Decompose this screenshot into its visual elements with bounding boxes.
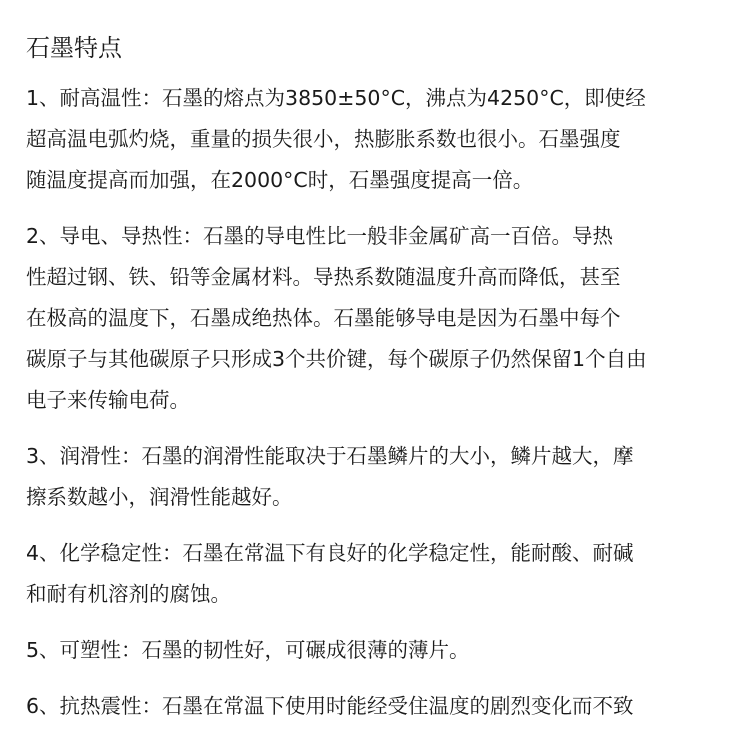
text-line: 和耐有机溶剂的腐蚀。 [26,582,231,606]
text-line: 随温度提高而加强，在2000°C时，石墨强度提高一倍。 [26,168,534,192]
text-line: 碳原子与其他碳原子只形成3个共价键，每个碳原子仍然保留1个自由 [26,347,647,371]
paragraph-plasticity [26,630,736,671]
paragraph-thermal-shock [26,686,736,727]
paragraph-lubricity [26,436,736,518]
text-line: 1、耐高温性：石墨的熔点为3850±50°C，沸点为4250°C，即使经 [26,86,646,110]
document-title: 石墨特点 [26,34,122,62]
text-line: 性超过钢、铁、铅等金属材料。导热系数随温度升高而降低，甚至 [26,265,621,289]
text-line: 5、可塑性：石墨的韧性好，可碾成很薄的薄片。 [26,638,470,662]
paragraph-heat-resistance [26,78,736,201]
text-line: 3、润滑性：石墨的润滑性能取决于石墨鳞片的大小，鳞片越大，摩 [26,444,634,468]
text-line: 电子来传输电荷。 [26,388,190,412]
text-line: 超高温电弧灼烧，重量的损失很小，热膨胀系数也很小。石墨强度 [26,127,621,151]
text-line: 在极高的温度下，石墨成绝热体。石墨能够导电是因为石墨中每个 [26,306,621,330]
text-line: 4、化学稳定性：石墨在常温下有良好的化学稳定性，能耐酸、耐碱 [26,541,634,565]
text-line: 2、导电、导热性：石墨的导电性比一般非金属矿高一百倍。导热 [26,224,614,248]
text-line: 擦系数越小，润滑性能越好。 [26,485,293,509]
paragraph-conductivity [26,216,736,421]
text-line: 6、抗热震性：石墨在常温下使用时能经受住温度的剧烈变化而不致 [26,694,634,718]
paragraph-chemical-stability [26,533,736,615]
